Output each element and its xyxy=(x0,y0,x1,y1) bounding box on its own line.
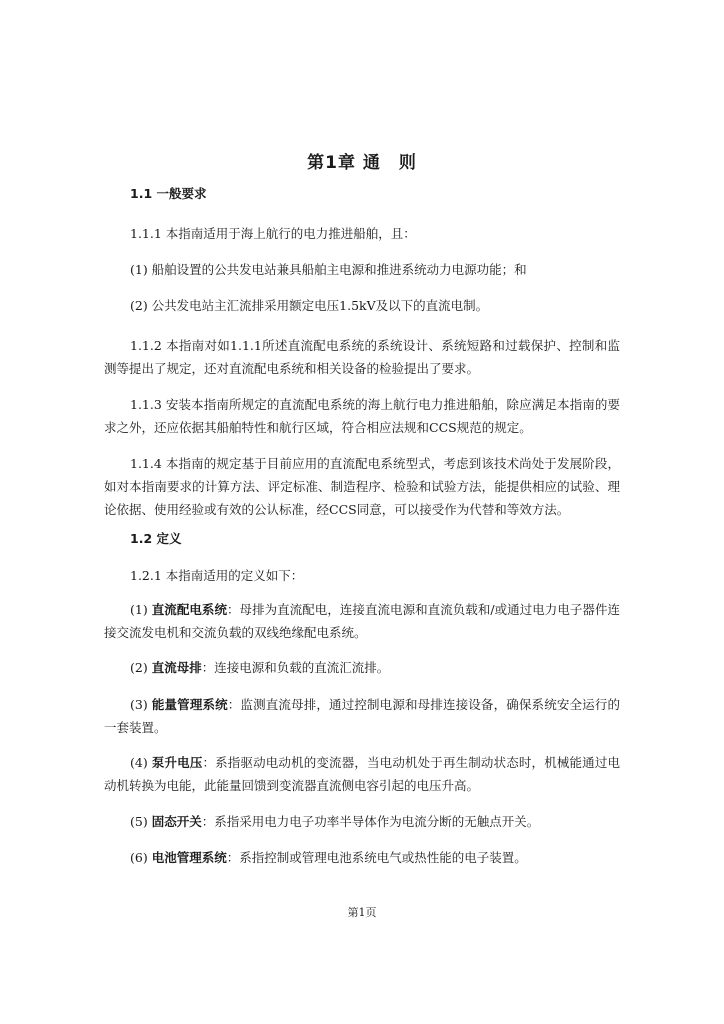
definition-number: (1) xyxy=(130,602,152,617)
paragraph-1-1-1: 1.1.1 本指南适用于海上航行的电力推进船舶，且： xyxy=(130,226,416,241)
definition-item xyxy=(104,751,620,797)
paragraph-1-1-4: 1.1.4 本指南的规定基于目前应用的直流配电系统型式，考虑到该技术尚处于发展阶段，如对本指南要求的计算方法、评定标准、制造程序、检验和试验方法，能提供相应的试验、理论依据、使用经验或有效的公认标准，经CCS同意，可以接受作为代替和等效方法。 xyxy=(104,456,620,517)
definition-term: 泵升电压 xyxy=(151,755,203,770)
definition-item xyxy=(104,810,620,833)
definition-text: ：连接电源和负载的直流汇流排。 xyxy=(201,660,390,675)
paragraph-item-1: (1) 船舶设置的公共发电站兼具船舶主电源和推进系统动力电源功能；和 xyxy=(130,262,527,277)
definition-item xyxy=(104,846,620,869)
section-heading-1-1: 1.1 一般要求 xyxy=(130,186,207,201)
chapter-title: 第1章 通 则 xyxy=(307,153,417,173)
page-number: 第1页 xyxy=(347,906,377,919)
definition-term: 固态开关 xyxy=(151,814,202,829)
definition-term: 直流母排 xyxy=(151,660,202,675)
paragraph-item-2: (2) 公共发电站主汇流排采用额定电压1.5kV及以下的直流电制。 xyxy=(130,298,489,313)
definition-text: ：系指采用电力电子功率半导体作为电流分断的无触点开关。 xyxy=(201,814,540,829)
definition-item xyxy=(104,693,620,739)
paragraph-1-1-2: 1.1.2 本指南对如1.1.1所述直流配电系统的系统设计、系统短路和过载保护、控制和监测等提出了规定，还对直流配电系统和相关设备的检验提出了要求。 xyxy=(104,338,620,376)
definition-item xyxy=(104,656,620,679)
definition-number: (3) xyxy=(130,697,152,712)
definition-number: (4) xyxy=(130,755,152,770)
definition-term: 能量管理系统 xyxy=(151,697,228,712)
paragraph-1-2-1: 1.2.1 本指南适用的定义如下： xyxy=(130,568,304,583)
definition-term: 直流配电系统 xyxy=(151,602,227,617)
definition-item xyxy=(104,598,620,644)
definition-text: ：系指控制或管理电池系统电气或热性能的电子装置。 xyxy=(226,850,527,865)
definition-number: (6) xyxy=(130,850,152,865)
paragraph-1-1-3: 1.1.3 安装本指南所规定的直流配电系统的海上航行电力推进船舶，除应满足本指南的要求之外，还应依据其船舶特性和航行区域，符合相应法规和CCS规范的规定。 xyxy=(104,397,620,435)
definition-number: (2) xyxy=(130,660,152,675)
definition-text: ：母排为直流配电，连接直流电源和直流负载和/或通过电力电子器件连接交流发电机和交流负载的双线绝缘配电系统。 xyxy=(104,602,620,640)
section-heading-1-2: 1.2 定义 xyxy=(130,531,182,546)
definition-text: ：监测直流母排，通过控制电源和母排连接设备，确保系统安全运行的一套装置。 xyxy=(104,697,620,735)
definition-term: 电池管理系统 xyxy=(151,850,227,865)
definition-number: (5) xyxy=(130,814,152,829)
definition-text: ：系指驱动电动机的变流器，当电动机处于再生制动状态时，机械能通过电动机转换为电能，此能量回馈到变流器直流侧电容引起的电压升高。 xyxy=(104,755,620,793)
